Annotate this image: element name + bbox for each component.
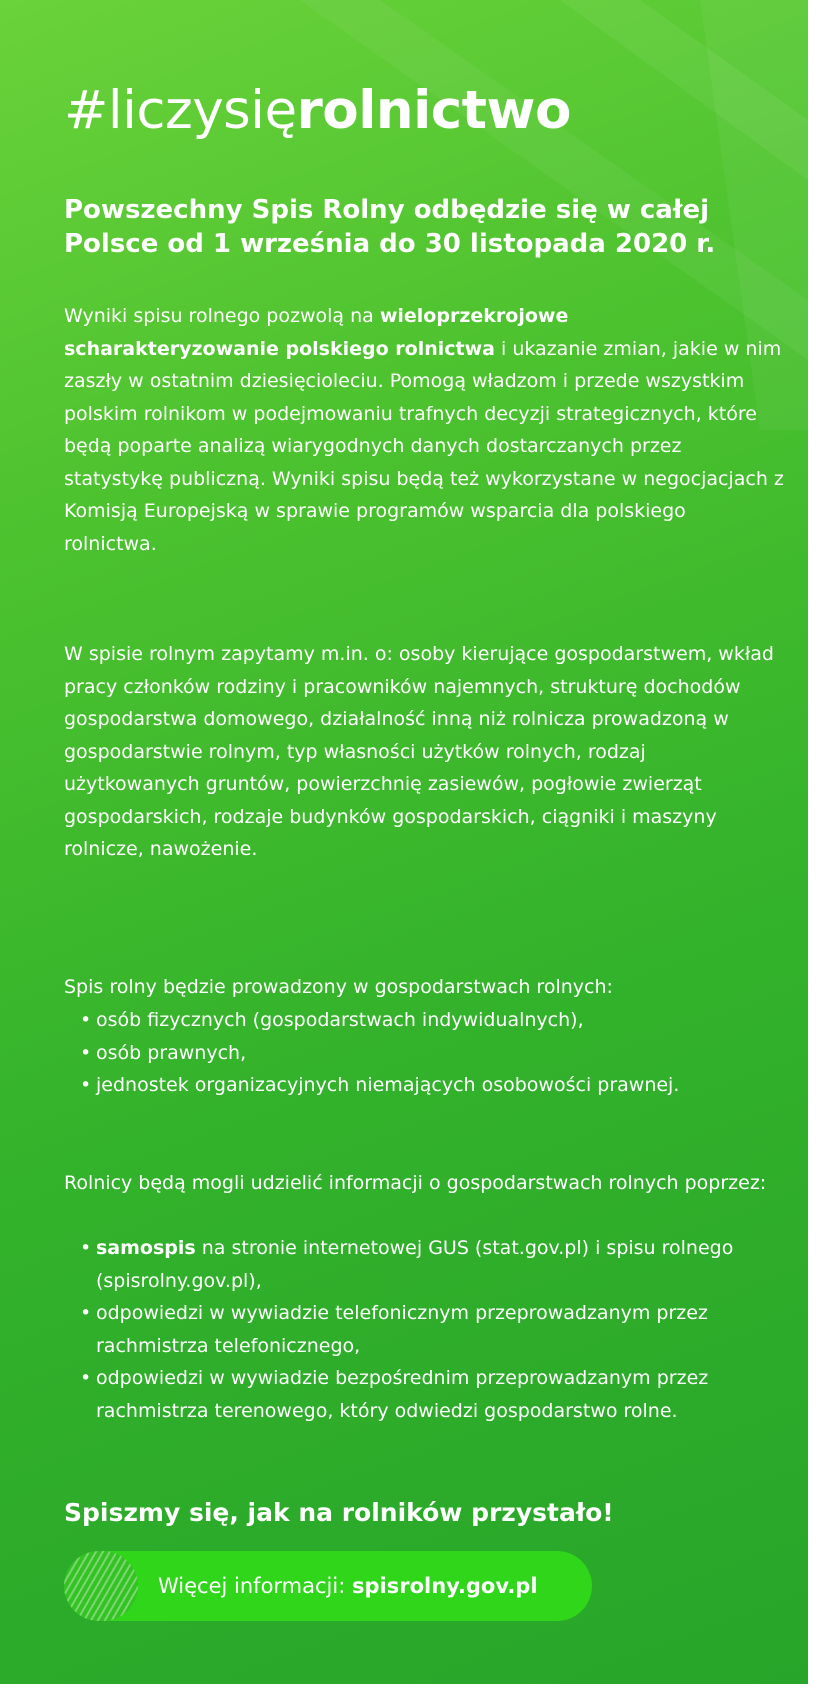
scope-lead: Spis rolny będzie prowadzony w gospodarstwach rolnych: [64,976,613,998]
headline: Powszechny Spis Rolny odbędzie się w całej Polsce od 1 września do 30 listopada 2020 r. [64,195,716,259]
list-item-text: odpowiedzi w wywiadzie bezpośrednim przeprowadzanym przez rachmistrza terenowego, który odwiedzi gospodarstwo rolne. [96,1367,709,1422]
striped-circle-icon [64,1551,138,1621]
list-item [80,1069,792,1102]
questions-paragraph: W spisie rolnym zapytamy m.in. o: osoby kierujące gospodarstwem, wkład pracy członków rodziny i pracowników najemnych, strukturę dochodów gospodarstwa domowego, działalność inną niż rolnicza prowadzoną w gospodarstwie rolnym, typ własności użytków rolnych, rodzaj użytkowanych gruntów, powierzchnię zasiewów, pogłowie zwierząt gospodarskich, rodzaje budynków gospodarskich, ciągniki i maszyny rolnicze, nawożenie. [64,643,774,860]
samospis-term: samospis [96,1237,196,1259]
methods-lead: Rolnicy będą mogli udzielić informacji o gospodarstwach rolnych poprzez: [64,1172,767,1194]
intro-after: i ukazanie zmian, jakie w nim zaszły w ostatnim dziesięcioleciu. Pomogą władzom i przede wszystkim polskim rolnikom w podejmowaniu trafnych decyzji strategicznych, które będą poparte analizą wiarygodnych danych dostarczanych przez statystykę publiczną. Wyniki spisu będą też wykorzystane w negocjacjach z Komisją Europejską w sprawie programów wsparcia dla polskiego rolnictwa. [64,337,784,555]
list-item [80,1037,792,1070]
bullet: • [80,1367,92,1389]
campaign-slogan: Spiszmy się, jak na rolników przystało! [64,1498,614,1527]
list-item [80,1004,792,1037]
list-item [80,1232,792,1297]
list-item-text: na stronie internetowej GUS (stat.gov.pl) i spisu rolnego (spisrolny.gov.pl), [96,1237,734,1292]
list-item-text: jednostek organizacyjnych niemających osobowości prawnej. [96,1074,680,1096]
bullet: • [80,1009,92,1031]
more-info-link[interactable]: spisrolny.gov.pl [351,1574,538,1598]
intro-bold: wieloprzekrojowe scharakteryzowanie polskiego rolnictwa [64,305,569,360]
more-info-label: Więcej informacji: [158,1574,352,1598]
intro-paragraph [64,300,784,560]
methods-list [80,1232,792,1427]
scope-list [80,1004,792,1102]
bullet: • [80,1041,92,1064]
campaign-hashtag [64,76,571,146]
more-info-text [158,1551,538,1621]
bullet: • [80,1302,92,1324]
more-info-banner[interactable] [64,1551,592,1621]
bullet: • [80,1074,92,1096]
list-item [80,1297,792,1362]
hashtag-emphasis: rolnictwo [296,80,571,141]
list-item-text: odpowiedzi w wywiadzie telefonicznym przeprowadzanym przez rachmistrza telefonicznego, [96,1302,708,1357]
hashtag-prefix: #liczysię [64,80,297,141]
intro-before: Wyniki spisu rolnego pozwolą na [64,305,380,327]
list-item-text: osób fizycznych (gospodarstwach indywidualnych), [96,1009,584,1031]
bullet: • [80,1237,92,1259]
list-item [80,1362,792,1427]
list-item-text: osób prawnych, [96,1041,247,1064]
